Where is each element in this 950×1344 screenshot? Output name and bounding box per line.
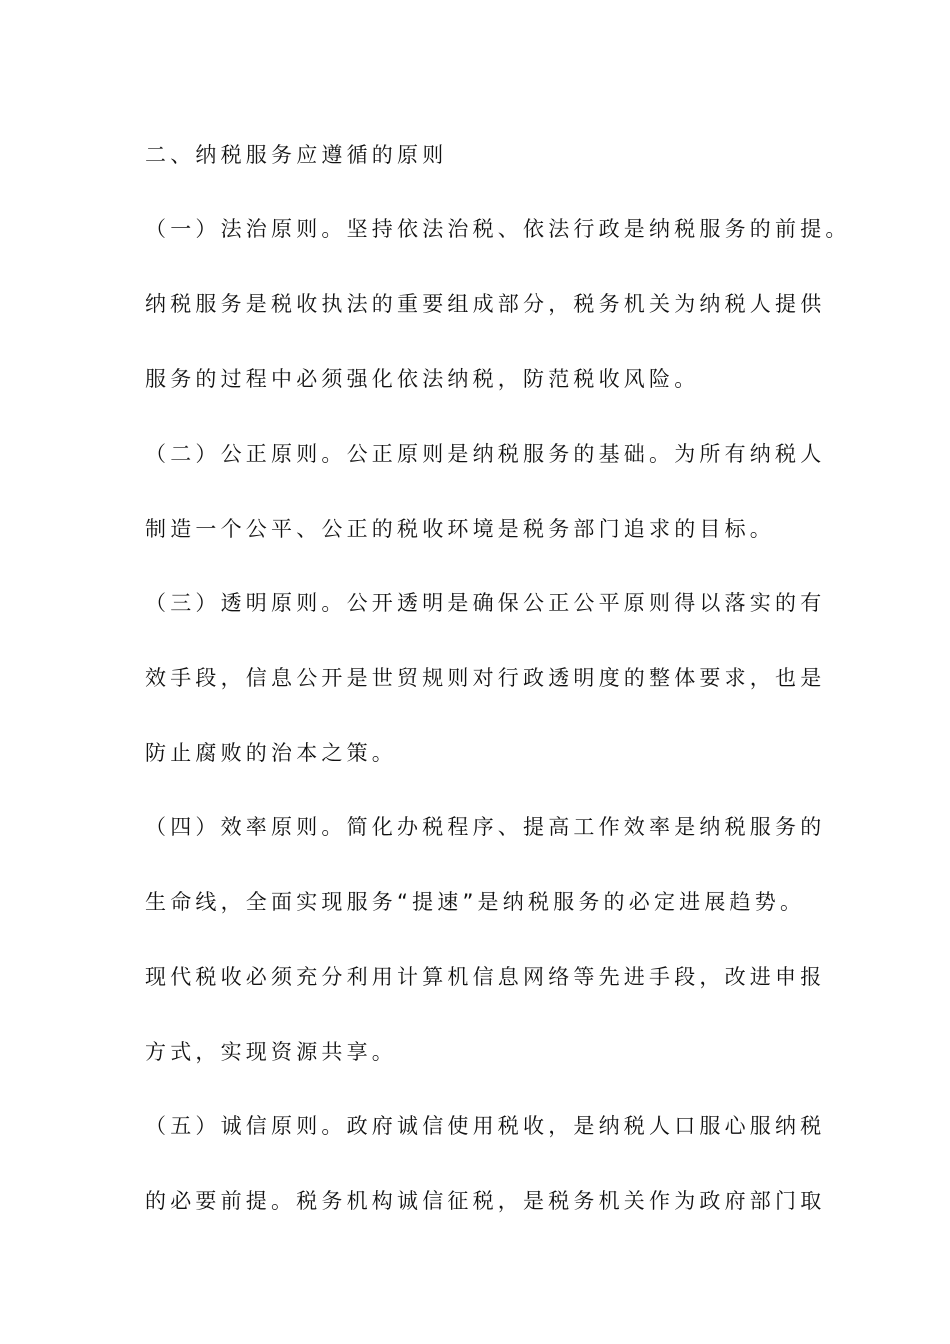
- text-line: 防止腐败的治本之策。: [145, 741, 397, 765]
- text-line: （一）法治原则。坚持依法治税、依法行政是纳税服务的前提。: [145, 217, 851, 241]
- section-heading: 二、纳税服务应遵循的原则: [145, 143, 448, 167]
- text-line: （三）透明原则。公开透明是确保公正公平原则得以落实的有: [145, 591, 826, 615]
- text-line: 生命线，全面实现服务“提速”是纳税服务的必定进展趋势。: [145, 890, 806, 914]
- text-line: （二）公正原则。公正原则是纳税服务的基础。为所有纳税人: [145, 442, 826, 466]
- text-line: 的必要前提。税务机构诚信征税，是税务机关作为政府部门取: [145, 1189, 826, 1213]
- text-line: （五）诚信原则。政府诚信使用税收，是纳税人口服心服纳税: [145, 1114, 826, 1138]
- text-line: 现代税收必须充分利用计算机信息网络等先进手段，改进申报: [145, 965, 826, 989]
- text-line: （四）效率原则。简化办税程序、提高工作效率是纳税服务的: [145, 815, 826, 839]
- text-line: 服务的过程中必须强化依法纳税，防范税收风险。: [145, 367, 700, 391]
- text-line: 效手段，信息公开是世贸规则对行政透明度的整体要求，也是: [145, 666, 826, 690]
- text-line: 制造一个公平、公正的税收环境是税务部门追求的目标。: [145, 517, 775, 541]
- text-line: 方式，实现资源共享。: [145, 1040, 397, 1064]
- text-line: 纳税服务是税收执法的重要组成部分，税务机关为纳税人提供: [145, 292, 826, 316]
